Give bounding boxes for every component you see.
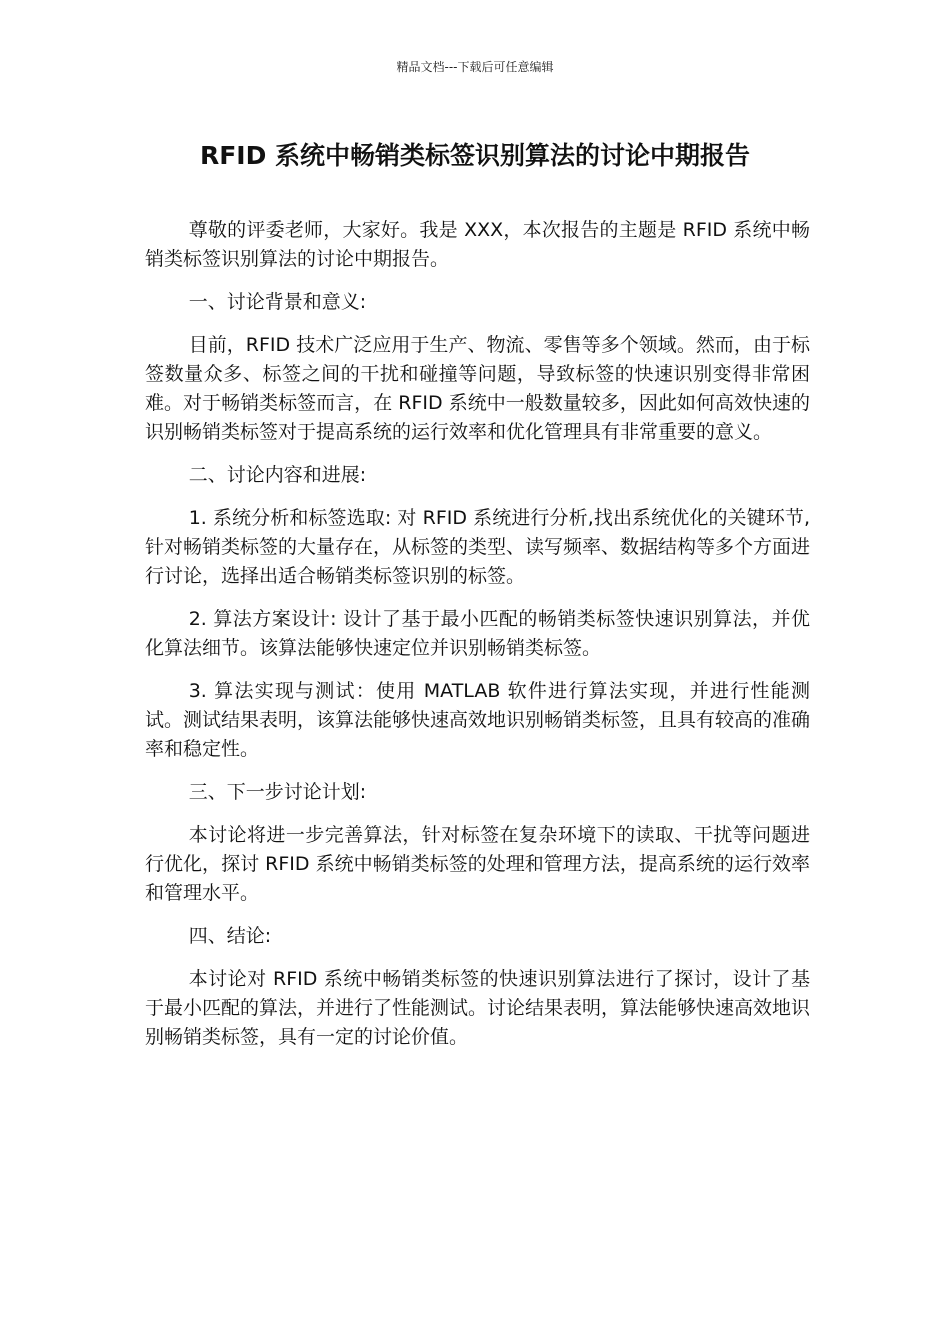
paragraph-item-1: 1. 系统分析和标签选取: 对 RFID 系统进行分析,找出系统优化的关键环节, 针对畅销类标签的大量存在，从标签的类型、读写频率、数据结构等多个方面进行讨论，选择出适合畅销类标签识别的标签。: [145, 507, 811, 587]
document-title: RFID 系统中畅销类标签识别算法的讨论中期报告: [199, 141, 751, 170]
paragraph-intro: 尊敬的评委老师，大家好。我是 XXX，本次报告的主题是 RFID 系统中畅销类标签识别算法的讨论中期报告。: [145, 219, 810, 270]
header-note: 精品文档---下载后可任意编辑: [396, 60, 554, 74]
section-heading-content: 二、讨论内容和进展:: [188, 464, 367, 486]
paragraph-plan: 本讨论将进一步完善算法，针对标签在复杂环境下的读取、干扰等问题进行优化，探讨 RFID 系统中畅销类标签的处理和管理方法，提高系统的运行效率和管理水平。: [145, 824, 810, 904]
section-heading-conclusion: 四、结论:: [188, 925, 272, 947]
document-body: [145, 216, 810, 1066]
paragraph-background: 目前，RFID 技术广泛应用于生产、物流、零售等多个领域。然而，由于标签数量众多、标签之间的干扰和碰撞等问题，导致标签的快速识别变得非常困难。对于畅销类标签而言，在 RFID 系统中一般数量较多，因此如何高效快速的识别畅销类标签对于提高系统的运行效率和优化管理具有非常重要的意义。: [145, 334, 810, 443]
paragraph-item-3: 3. 算法实现与测试：使用 MATLAB 软件进行算法实现，并进行性能测试。测试结果表明，该算法能够快速高效地识别畅销类标签，且具有较高的准确率和稳定性。: [145, 680, 811, 760]
section-heading-background: 一、讨论背景和意义:: [188, 291, 367, 313]
section-heading-plan: 三、下一步讨论计划:: [188, 781, 367, 803]
paragraph-conclusion: 本讨论对 RFID 系统中畅销类标签的快速识别算法进行了探讨，设计了基于最小匹配的算法，并进行了性能测试。讨论结果表明，算法能够快速高效地识别畅销类标签，具有一定的讨论价值。: [145, 968, 811, 1048]
paragraph-item-2: 2. 算法方案设计: 设计了基于最小匹配的畅销类标签快速识别算法，并优化算法细节。该算法能够快速定位并识别畅销类标签。: [145, 608, 810, 659]
